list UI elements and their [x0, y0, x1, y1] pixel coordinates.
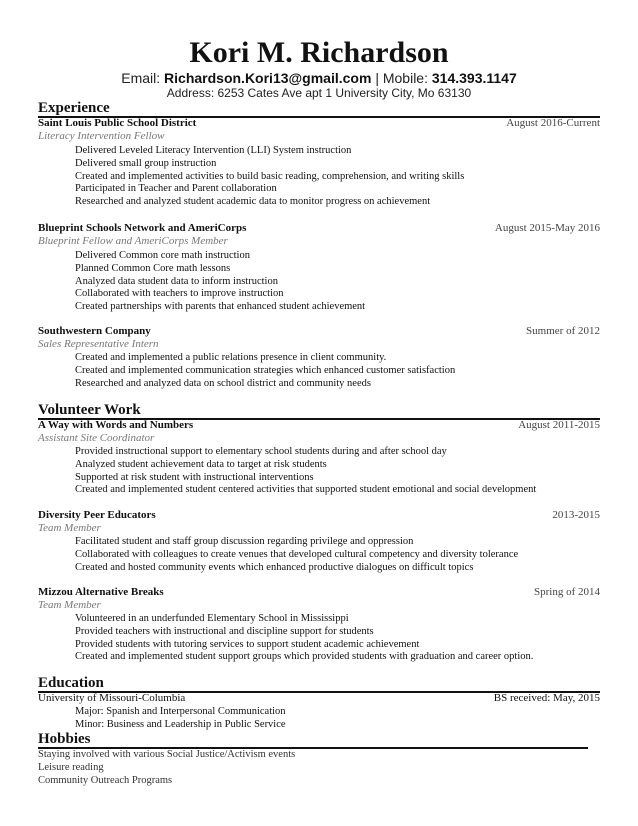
section-heading-experience: Experience [38, 100, 600, 118]
bullet-item: Created and implemented student centered activities that supported student emotional and social development [75, 484, 537, 496]
entry-role: Team Member [38, 599, 101, 611]
entry-date: Spring of 2014 [534, 586, 600, 598]
education-date: BS received: May, 2015 [493, 692, 600, 704]
bullet-item: Created and implemented communication strategies which enhanced customer satisfaction [75, 364, 456, 376]
bullet-item: Delivered small group instruction [75, 157, 217, 169]
entry-bullets [75, 446, 536, 497]
hobbies-list [38, 749, 295, 787]
bullet-item: Researched and analyzed student academic data to monitor progress on achievement [75, 196, 431, 208]
entry-bullets [75, 250, 365, 314]
address-line: Address: 6253 Cates Ave apt 1 University City, Mo 63130 [166, 86, 472, 100]
section-heading-volunteer: Volunteer Work [38, 402, 600, 420]
contact-line [0, 70, 638, 86]
bullet-item: Facilitated student and staff group discussion regarding privilege and oppression [75, 536, 414, 547]
bullet-item: Volunteered in an underfunded Elementary School in Mississippi [75, 613, 349, 624]
entry-role: Team Member [38, 522, 101, 534]
bullet-item: Delivered Common core math instruction [75, 250, 250, 261]
entry-role: Literacy Intervention Fellow [38, 130, 165, 142]
education-major: Major: Spanish and Interpersonal Communication [75, 706, 286, 717]
bullet-item: Collaborated with colleagues to create venues that developed cultural competency and diversity tolerance [75, 548, 519, 560]
entry-date: 2013-2015 [552, 509, 600, 521]
bullet-item: Created and hosted community events which enhanced productive dialogues on difficult topics [75, 561, 474, 573]
entry-date: August 2011-2015 [518, 419, 600, 431]
bullet-item: Analyzed student achievement data to target at risk students [75, 458, 327, 470]
entry-org: Saint Louis Public School District [38, 117, 197, 129]
bullet-item: Created and implemented a public relations presence in client community. [75, 352, 387, 363]
email-address: Richardson.Kori13@gmail.com [164, 70, 372, 86]
entry-date: August 2015-May 2016 [494, 222, 600, 234]
mobile-label: Mobile: [382, 70, 428, 86]
entry-org: Mizzou Alternative Breaks [38, 586, 164, 598]
entry-role: Assistant Site Coordinator [38, 432, 155, 444]
education-details [75, 706, 286, 732]
entry-org: A Way with Words and Numbers [38, 419, 194, 431]
entry-org: Diversity Peer Educators [38, 509, 156, 521]
bullet-item: Created and implemented activities to build basic reading, comprehension, and writing skills [75, 170, 465, 182]
entry-org: Blueprint Schools Network and AmeriCorps [38, 222, 247, 234]
bullet-item: Analyzed data student data to inform instruction [75, 275, 278, 287]
section-heading-education: Education [38, 675, 600, 693]
section-heading-hobbies: Hobbies [38, 731, 588, 749]
email-label: Email: [121, 70, 161, 86]
entry-date: August 2016-Current [506, 117, 600, 129]
hobby-item: Staying involved with various Social Justice/Activism events [38, 749, 296, 760]
bullet-item: Provided students with tutoring services to support student academic achievement [75, 638, 420, 650]
bullet-item: Planned Common Core math lessons [75, 262, 231, 274]
entry-bullets [75, 145, 464, 209]
mobile-number: 314.393.1147 [431, 70, 517, 86]
education-school: University of Missouri-Columbia [38, 692, 186, 704]
entry-date: Summer of 2012 [526, 325, 600, 337]
bullet-item: Delivered Leveled Literacy Intervention (LLI) System instruction [75, 145, 352, 156]
entry-role: Blueprint Fellow and AmeriCorps Member [38, 235, 228, 247]
bullet-item: Created partnerships with parents that enhanced student achievement [75, 301, 366, 313]
bullet-item: Participated in Teacher and Parent collaboration [75, 183, 277, 195]
bullet-item: Created and implemented student support groups which provided students with graduation and career option. [75, 651, 534, 663]
hobby-item: Community Outreach Programs [38, 774, 173, 786]
contact-separator: | [375, 70, 379, 86]
entry-bullets [75, 352, 455, 390]
entry-role: Sales Representative Intern [38, 338, 159, 350]
hobby-item: Leisure reading [38, 761, 104, 773]
entry-bullets [75, 613, 533, 664]
bullet-item: Supported at risk student with instructional interventions [75, 471, 314, 483]
entry-bullets [75, 536, 518, 574]
bullet-item: Provided instructional support to elementary school students during and after school day [75, 446, 447, 457]
education-minor: Minor: Business and Leadership in Public Service [75, 718, 286, 730]
entry-org: Southwestern Company [38, 325, 151, 337]
bullet-item: Collaborated with teachers to improve instruction [75, 288, 284, 300]
bullet-item: Provided teachers with instructional and discipline support for students [75, 625, 374, 637]
bullet-item: Researched and analyzed data on school district and community needs [75, 377, 371, 389]
candidate-name: Kori M. Richardson [189, 36, 449, 69]
